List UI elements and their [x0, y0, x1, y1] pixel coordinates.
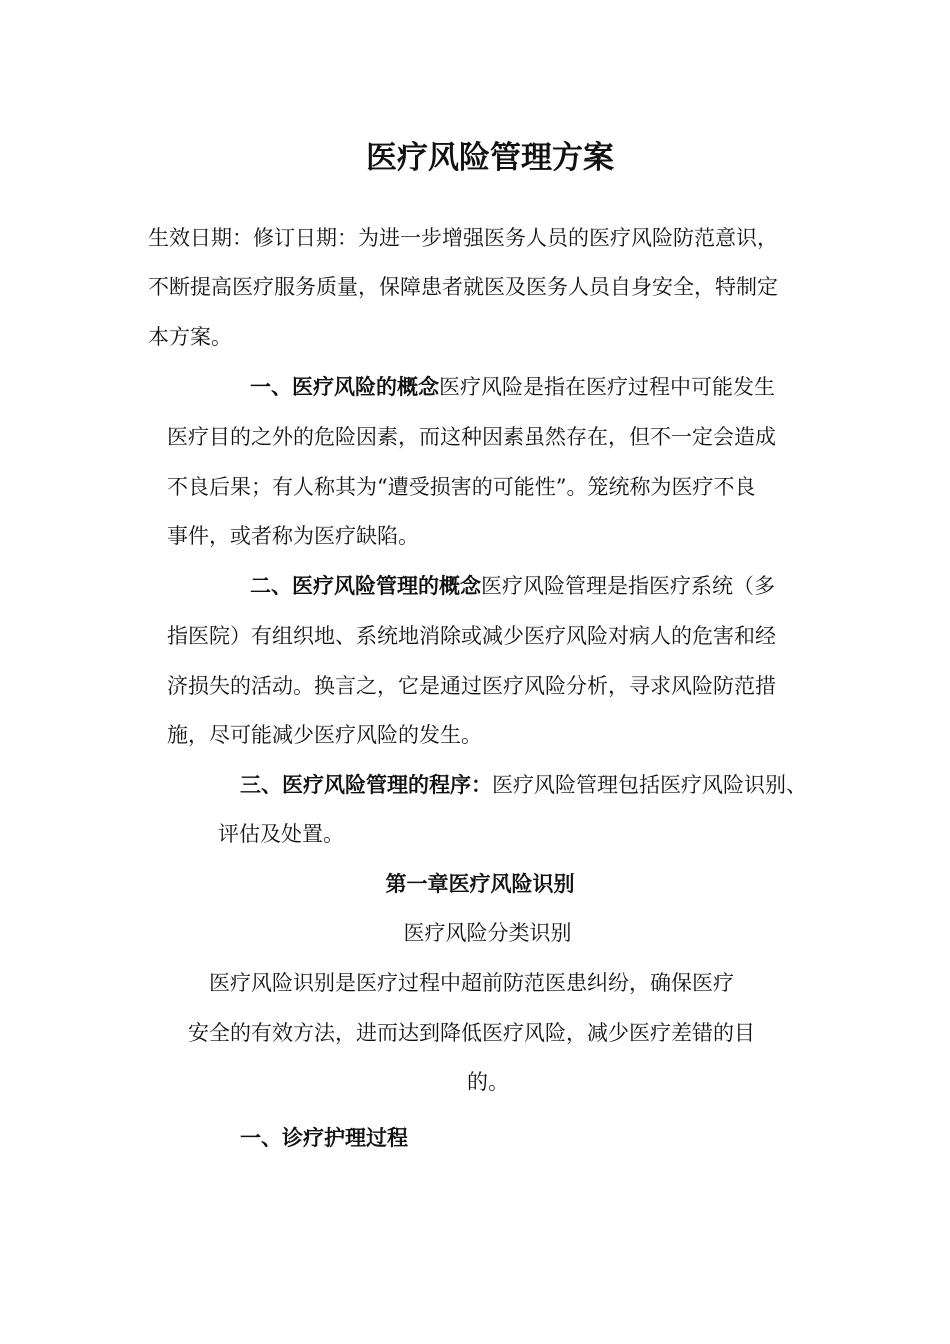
- section3-first-line: [240, 770, 807, 800]
- intro-line-2: 不断提高医疗服务质量，保障患者就医及医务人员自身安全，特制定: [148, 275, 778, 299]
- chapter1-title: 第一章医疗风险识别: [385, 871, 575, 896]
- intro-line-3: 本方案。: [148, 325, 232, 349]
- section1-first-line-text: 医疗风险是指在医疗过程中可能发生: [439, 375, 775, 399]
- section1-line-4: 事件，或者称为医疗缺陷。: [167, 524, 419, 548]
- chapter1-line-1: 医疗风险识别是医疗过程中超前防范医患纠纷，确保医疗: [209, 971, 734, 995]
- section1-heading: 一、医疗风险的概念: [250, 374, 439, 399]
- section1-line-3: 不良后果；有人称其为“遭受损害的可能性”。笼统称为医疗不良: [167, 475, 756, 499]
- subsection1-heading: 一、诊疗护理过程: [240, 1125, 408, 1150]
- section2-first-line: [250, 571, 775, 601]
- chapter1-line-3: 的。: [467, 1070, 509, 1094]
- section3-line-2: 评估及处置。: [218, 822, 344, 846]
- chapter1-subtitle: 医疗风险分类识别: [403, 921, 572, 945]
- section2-heading: 二、医疗风险管理的概念: [250, 573, 481, 598]
- section3-heading: 三、医疗风险管理的程序：: [240, 772, 492, 797]
- section1-first-line: [250, 372, 775, 402]
- document-title: 医疗风险管理方案: [366, 140, 614, 176]
- section2-line-2: 指医院）有组织地、系统地消除或减少医疗风险对病人的危害和经: [167, 624, 776, 648]
- section3-first-line-text: 医疗风险管理包括医疗风险识别、: [492, 773, 807, 797]
- section2-line-3: 济损失的活动。换言之，它是通过医疗风险分析，寻求风险防范措: [167, 674, 776, 698]
- section1-line-2: 医疗目的之外的危险因素，而这种因素虽然存在，但不一定会造成: [167, 425, 776, 449]
- chapter1-line-2: 安全的有效方法，进而达到降低医疗风险，减少医疗差错的目: [188, 1021, 755, 1045]
- section2-line-4: 施，尽可能减少医疗风险的发生。: [167, 723, 482, 747]
- intro-line-1: 生效日期：修订日期：为进一步增强医务人员的医疗风险防范意识，: [148, 226, 778, 250]
- section2-first-line-text: 医疗风险管理是指医疗系统（多: [481, 574, 775, 598]
